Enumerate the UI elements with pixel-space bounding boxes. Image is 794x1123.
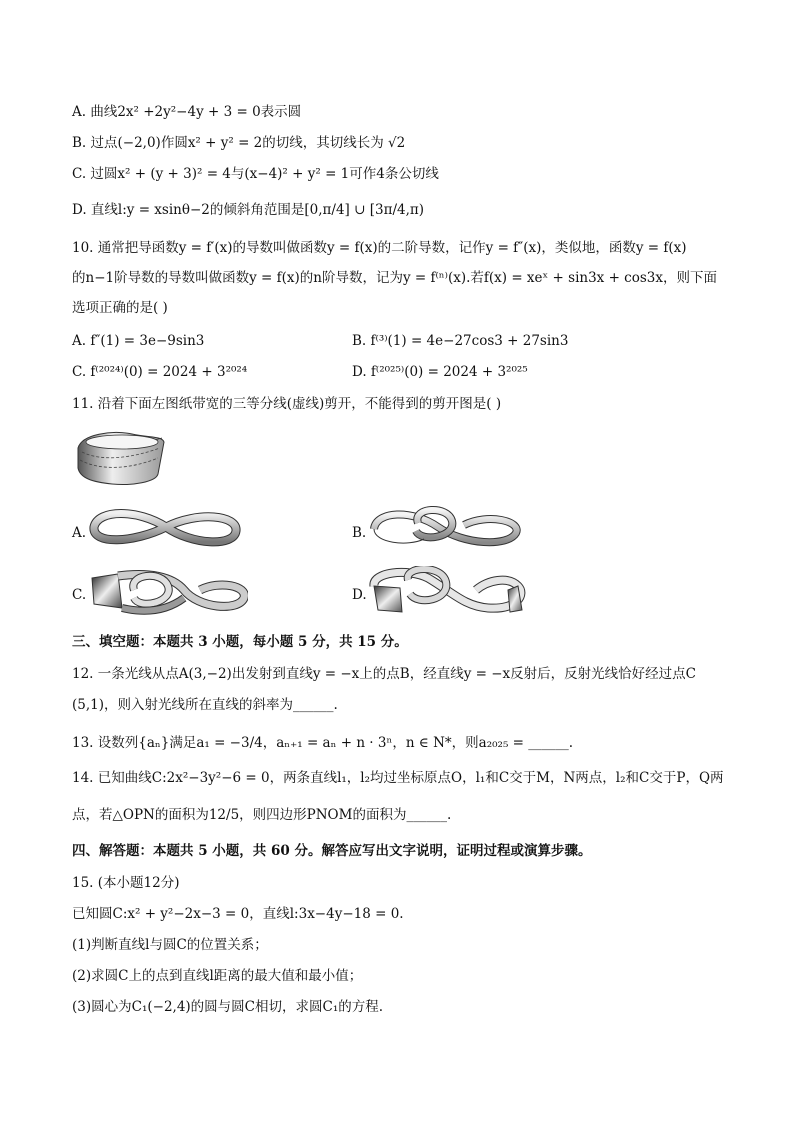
q10-stem-line3: 选项正确的是( ) xyxy=(72,300,168,316)
q11-option-b-figure xyxy=(368,503,524,555)
q10-option-c: C. f⁽²⁰²⁴⁾(0) = 2024 + 3²⁰²⁴ xyxy=(72,364,248,380)
q9-option-b: B. 过点(−2,0)作圆x² + y² = 2的切线，其切线长为 √2 xyxy=(72,135,406,151)
q9-option-c: C. 过圆x² + (y + 3)² = 4与(x−4)² + y² = 1可作4条公切线 xyxy=(72,166,439,182)
q12-stem-line2: (5,1)，则入射光线所在直线的斜率为______. xyxy=(72,697,338,713)
q14-stem-line2: 点，若△OPN的面积为12/5，则四边形PNOM的面积为______. xyxy=(72,807,452,823)
q15-part-1: (1)判断直线l与圆C的位置关系； xyxy=(72,937,268,953)
q11-label-d: D. xyxy=(352,587,367,603)
q11-label-c: C. xyxy=(72,587,87,603)
q10-option-b: B. f⁽³⁾(1) = 4e−27cos3 + 27sin3 xyxy=(352,333,569,349)
q12-stem-line1: 12. 一条光线从点A(3,−2)出发射到直线y = −x上的点B，经直线y = −x反射后，反射光线恰好经过点C xyxy=(72,666,696,682)
q11-label-b: B. xyxy=(352,525,367,541)
q11-label-a: A. xyxy=(72,525,87,541)
q15-part-3: (3)圆心为C₁(−2,4)的圆与圆C相切，求圆C₁的方程. xyxy=(72,999,384,1015)
q10-option-d: D. f⁽²⁰²⁵⁾(0) = 2024 + 3²⁰²⁵ xyxy=(352,364,528,380)
q9-option-a: A. 曲线2x² +2y²−4y + 3 = 0表示圆 xyxy=(72,104,302,120)
q11-option-a-figure xyxy=(88,505,244,555)
q9-option-d: D. 直线l:y = xsinθ−2的倾斜角范围是[0,π/4] ∪ [3π/4,π) xyxy=(72,202,425,218)
q13-stem: 13. 设数列{aₙ}满足a₁ = −3/4，aₙ₊₁ = aₙ + n · 3ⁿ，n ∈ N*，则a₂₀₂₅ = ______. xyxy=(72,735,574,751)
q11-option-c-figure xyxy=(88,568,248,620)
q11-option-d-figure xyxy=(368,566,528,620)
q10-stem-line1: 10. 通常把导函数y = f′(x)的导数叫做函数y = f(x)的二阶导数，记作y = f″(x)，类似地，函数y = f(x) xyxy=(72,240,687,256)
q10-option-a: A. f″(1) = 3e−9sin3 xyxy=(72,333,205,349)
q10-stem-line2: 的n−1阶导数的导数叫做函数y = f(x)的n阶导数，记为y = f⁽ⁿ⁾(x).若f(x) = xeˣ + sin3x + cos3x，则下面 xyxy=(72,270,717,286)
q11-stem: 11. 沿着下面左图纸带宽的三等分线(虚线)剪开，不能得到的剪开图是( ) xyxy=(72,396,502,412)
mobius-strip-figure xyxy=(72,428,168,490)
q15-title: 15. (本小题12分) xyxy=(72,875,180,891)
q15-stem: 已知圆C:x² + y²−2x−3 = 0，直线l:3x−4y−18 = 0. xyxy=(72,906,404,922)
section-3-heading: 三、填空题：本题共 3 小题，每小题 5 分，共 15 分。 xyxy=(72,634,408,650)
section-4-heading: 四、解答题：本题共 5 小题，共 60 分。解答应写出文字说明，证明过程或演算步骤。 xyxy=(72,843,592,859)
q14-stem-line1: 14. 已知曲线C:2x²−3y²−6 = 0，两条直线l₁，l₂均过坐标原点O，l₁和C交于M，N两点，l₂和C交于P，Q两 xyxy=(72,770,724,786)
q15-part-2: (2)求圆C上的点到直线l距离的最大值和最小值； xyxy=(72,968,363,984)
